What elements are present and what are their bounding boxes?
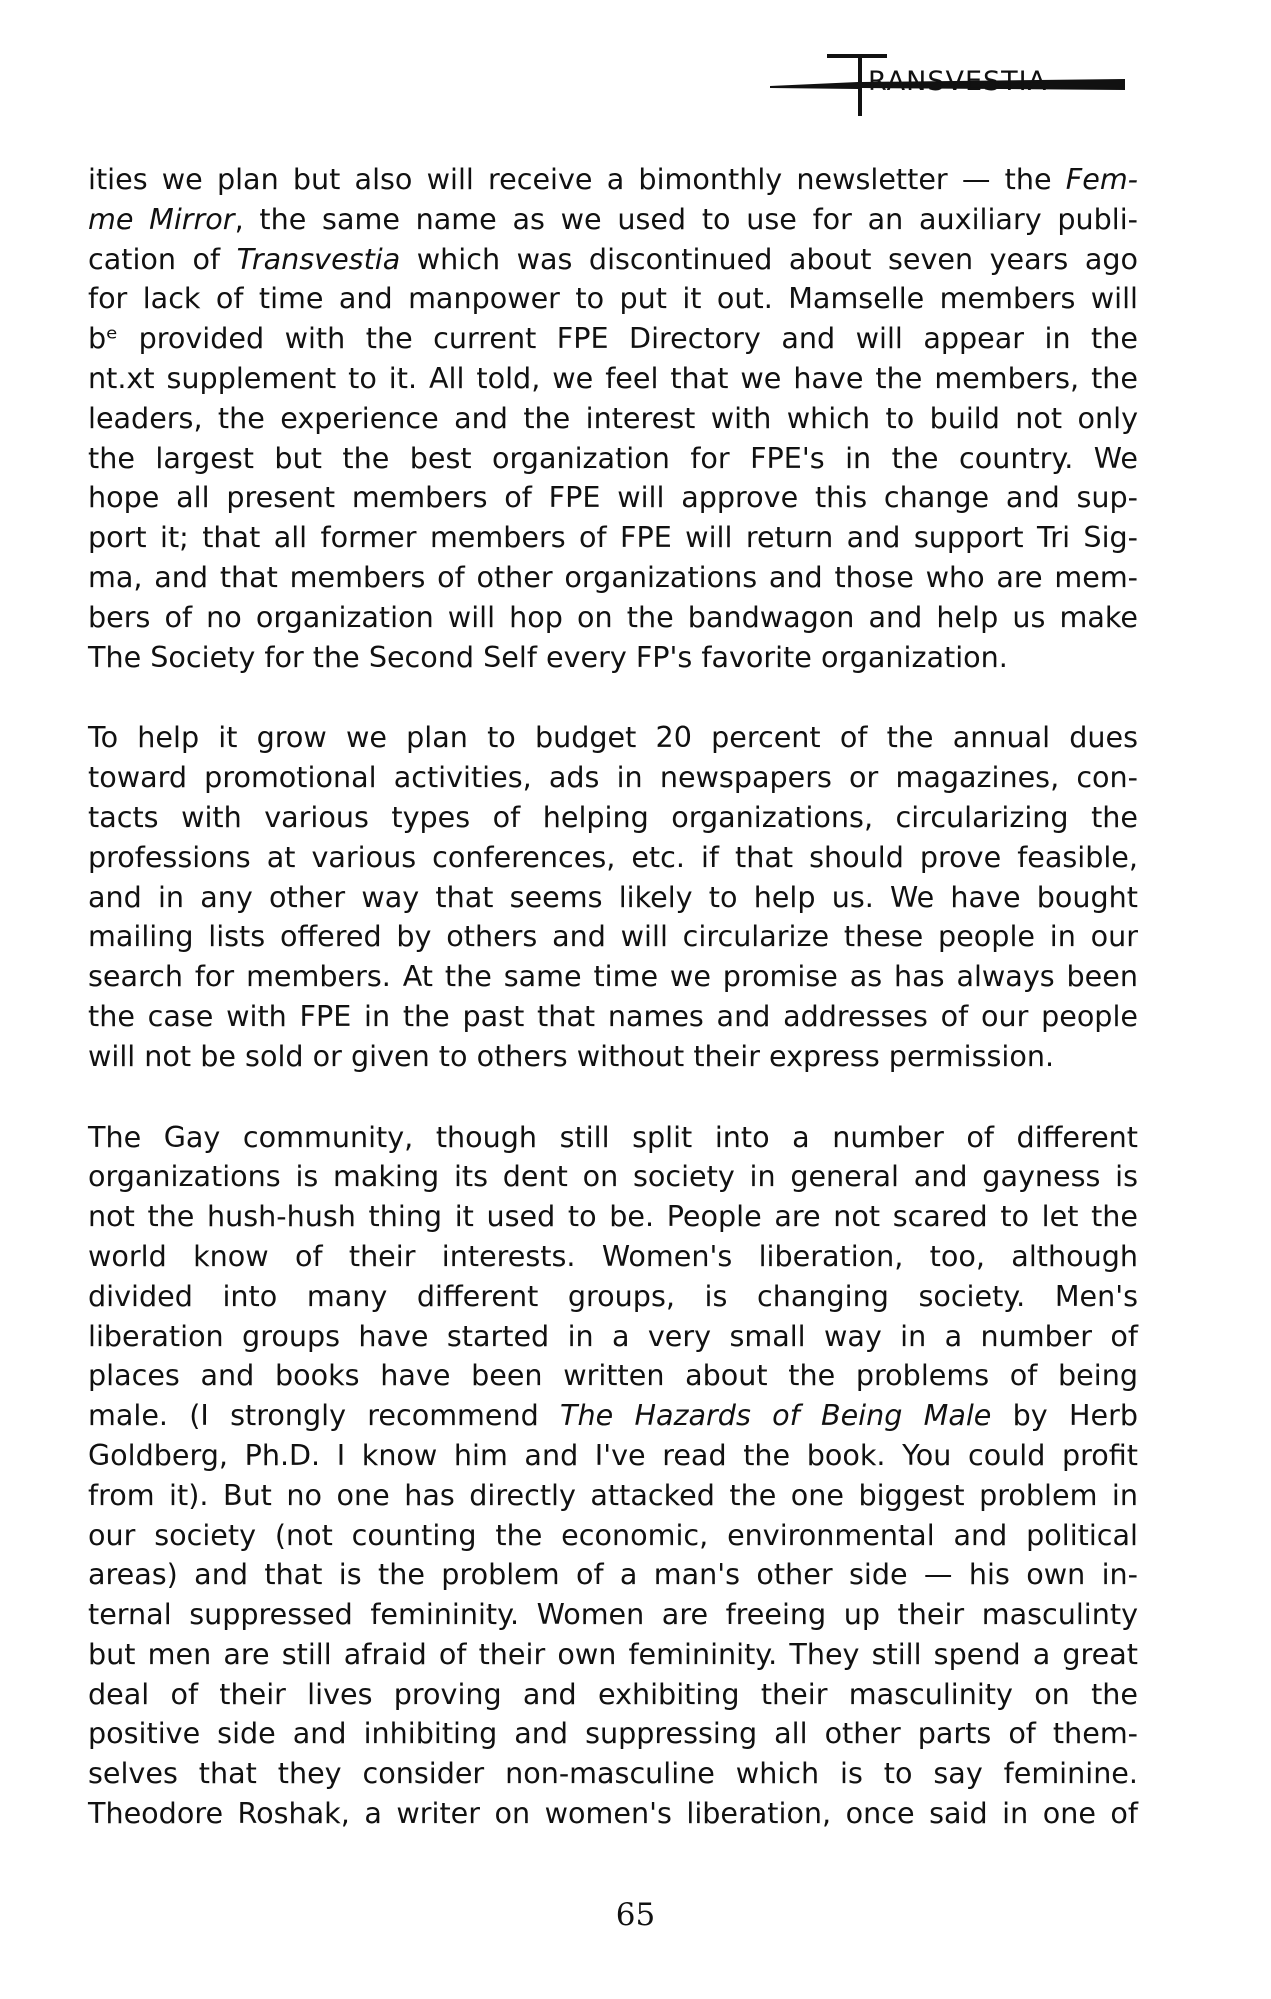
text-line (88, 1555, 1138, 1595)
text-line (88, 638, 1138, 678)
text-line (88, 1754, 1138, 1794)
text-line (88, 478, 1138, 518)
text-run: for lack of time and manpower to put it out. Mamselle members will (88, 281, 1138, 316)
text-line (88, 1675, 1138, 1715)
text-run: and in any other way that seems likely to help us. We have bought (88, 879, 1138, 914)
text-line (88, 957, 1138, 997)
text-run: will not be sold or given to others without their express permission. (88, 1038, 1055, 1073)
text-run: which was discontinued about seven years ago (400, 241, 1138, 276)
text-line (88, 240, 1138, 280)
text-line (88, 598, 1138, 638)
text-run: deal of their lives proving and exhibiting their masculinity on the (88, 1676, 1138, 1711)
text-line (88, 1237, 1138, 1277)
text-run: port it; that all former members of FPE will return and support Tri Sig- (88, 520, 1138, 555)
text-run: To help it grow we plan to budget 20 percent of the annual dues (88, 720, 1138, 755)
text-run: selves that they consider non-masculine which is to say feminine. (88, 1756, 1138, 1791)
masthead-title: RANSVESTIA (868, 66, 1048, 97)
text-run: tacts with various types of helping organizations, circularizing the (88, 799, 1138, 834)
paragraph (88, 1118, 1138, 1834)
text-line (88, 279, 1138, 319)
italic-title: Fem- (1065, 162, 1138, 196)
text-run: Theodore Roshak, a writer on women's liberation, once said in one of (88, 1796, 1138, 1831)
text-line (88, 399, 1138, 439)
text-run: world know of their interests. Women's liberation, too, although (88, 1238, 1138, 1273)
text-line (88, 439, 1138, 479)
text-line (88, 718, 1138, 758)
text-line (88, 1118, 1138, 1158)
text-run: positive side and inhibiting and suppressing all other parts of them- (88, 1716, 1138, 1751)
text-run: professions at various conferences, etc. if that should prove feasible, (88, 839, 1138, 874)
masthead (765, 52, 1145, 122)
text-line (88, 1436, 1138, 1476)
text-line (88, 878, 1138, 918)
text-line (88, 1277, 1138, 1317)
text-run: toward promotional activities, ads in newspapers or magazines, con- (88, 760, 1138, 795)
text-line (88, 160, 1138, 200)
text-line (88, 359, 1138, 399)
text-run: , the same name as we used to use for an auxiliary publi- (234, 201, 1138, 236)
text-run: ities we plan but also will receive a bimonthly newsletter — the (88, 162, 1066, 196)
text-line (88, 758, 1138, 798)
text-run: but men are still afraid of their own femininity. They still spend a great (88, 1636, 1138, 1671)
text-run: ma, and that members of other organizations and those who are mem- (88, 559, 1138, 594)
text-run: mailing lists offered by others and will circularize these people in our (88, 919, 1138, 954)
page-body (88, 160, 1138, 1834)
text-line (88, 1516, 1138, 1556)
text-run: nt.xt supplement to it. All told, we feel that we have the members, the (88, 360, 1138, 395)
text-line (88, 1197, 1138, 1237)
text-run: bᵉ provided with the current FPE Directory and will appear in the (88, 321, 1138, 356)
text-line (88, 997, 1138, 1037)
text-run: bers of no organization will hop on the bandwagon and help us make (88, 599, 1138, 634)
text-line (88, 1317, 1138, 1357)
paragraph (88, 718, 1138, 1076)
text-run: organizations is making its dent on society in general and gayness is (88, 1159, 1138, 1194)
text-run: The Gay community, though still split into a number of different (88, 1119, 1138, 1154)
text-line (88, 558, 1138, 598)
italic-title: me Mirror (88, 201, 235, 236)
text-line (88, 838, 1138, 878)
text-line (88, 1714, 1138, 1754)
text-line (88, 1157, 1138, 1197)
text-run: male. (I strongly recommend (88, 1398, 561, 1433)
text-run: Goldberg, Ph.D. I know him and I've read the book. You could profit (88, 1437, 1138, 1472)
text-run: hope all present members of FPE will approve this change and sup- (88, 480, 1138, 515)
page-number: 65 (615, 1897, 656, 1933)
text-line (88, 798, 1138, 838)
text-run: from it). But no one has directly attacked the one biggest problem in (88, 1477, 1138, 1512)
text-line (88, 1635, 1138, 1675)
text-run: not the hush-hush thing it used to be. People are not scared to let the (88, 1199, 1138, 1234)
text-line (88, 1595, 1138, 1635)
text-line (88, 1356, 1138, 1396)
text-run: the case with FPE in the past that names and addresses of our people (88, 998, 1138, 1033)
text-run: The Society for the Second Self every FP's favorite organization. (88, 639, 1008, 674)
text-run: places and books have been written about the problems of being (88, 1358, 1138, 1393)
text-line (88, 319, 1138, 359)
paragraph (88, 160, 1138, 677)
italic-title: Transvestia (236, 241, 401, 276)
text-line (88, 1476, 1138, 1516)
text-run: search for members. At the same time we promise as has always been (88, 959, 1138, 994)
text-line (88, 1037, 1138, 1077)
text-run: cation of (88, 241, 237, 276)
text-line (88, 1794, 1138, 1834)
text-line (88, 917, 1138, 957)
text-run: the largest but the best organization for FPE's in the country. We (88, 440, 1138, 475)
italic-title: The Hazards of Being Male (560, 1398, 992, 1433)
text-run: areas) and that is the problem of a man's other side — his own in- (88, 1557, 1138, 1592)
text-run: ternal suppressed femininity. Women are freeing up their masculinty (88, 1597, 1138, 1632)
text-run: divided into many different groups, is changing society. Men's (88, 1278, 1138, 1313)
text-line (88, 1396, 1138, 1436)
text-line (88, 518, 1138, 558)
text-run: our society (not counting the economic, environmental and political (88, 1517, 1138, 1552)
text-run: by Herb (991, 1398, 1139, 1433)
text-line (88, 200, 1138, 240)
text-run: liberation groups have started in a very small way in a number of (88, 1318, 1138, 1353)
text-run: leaders, the experience and the interest with which to build not only (88, 400, 1138, 435)
